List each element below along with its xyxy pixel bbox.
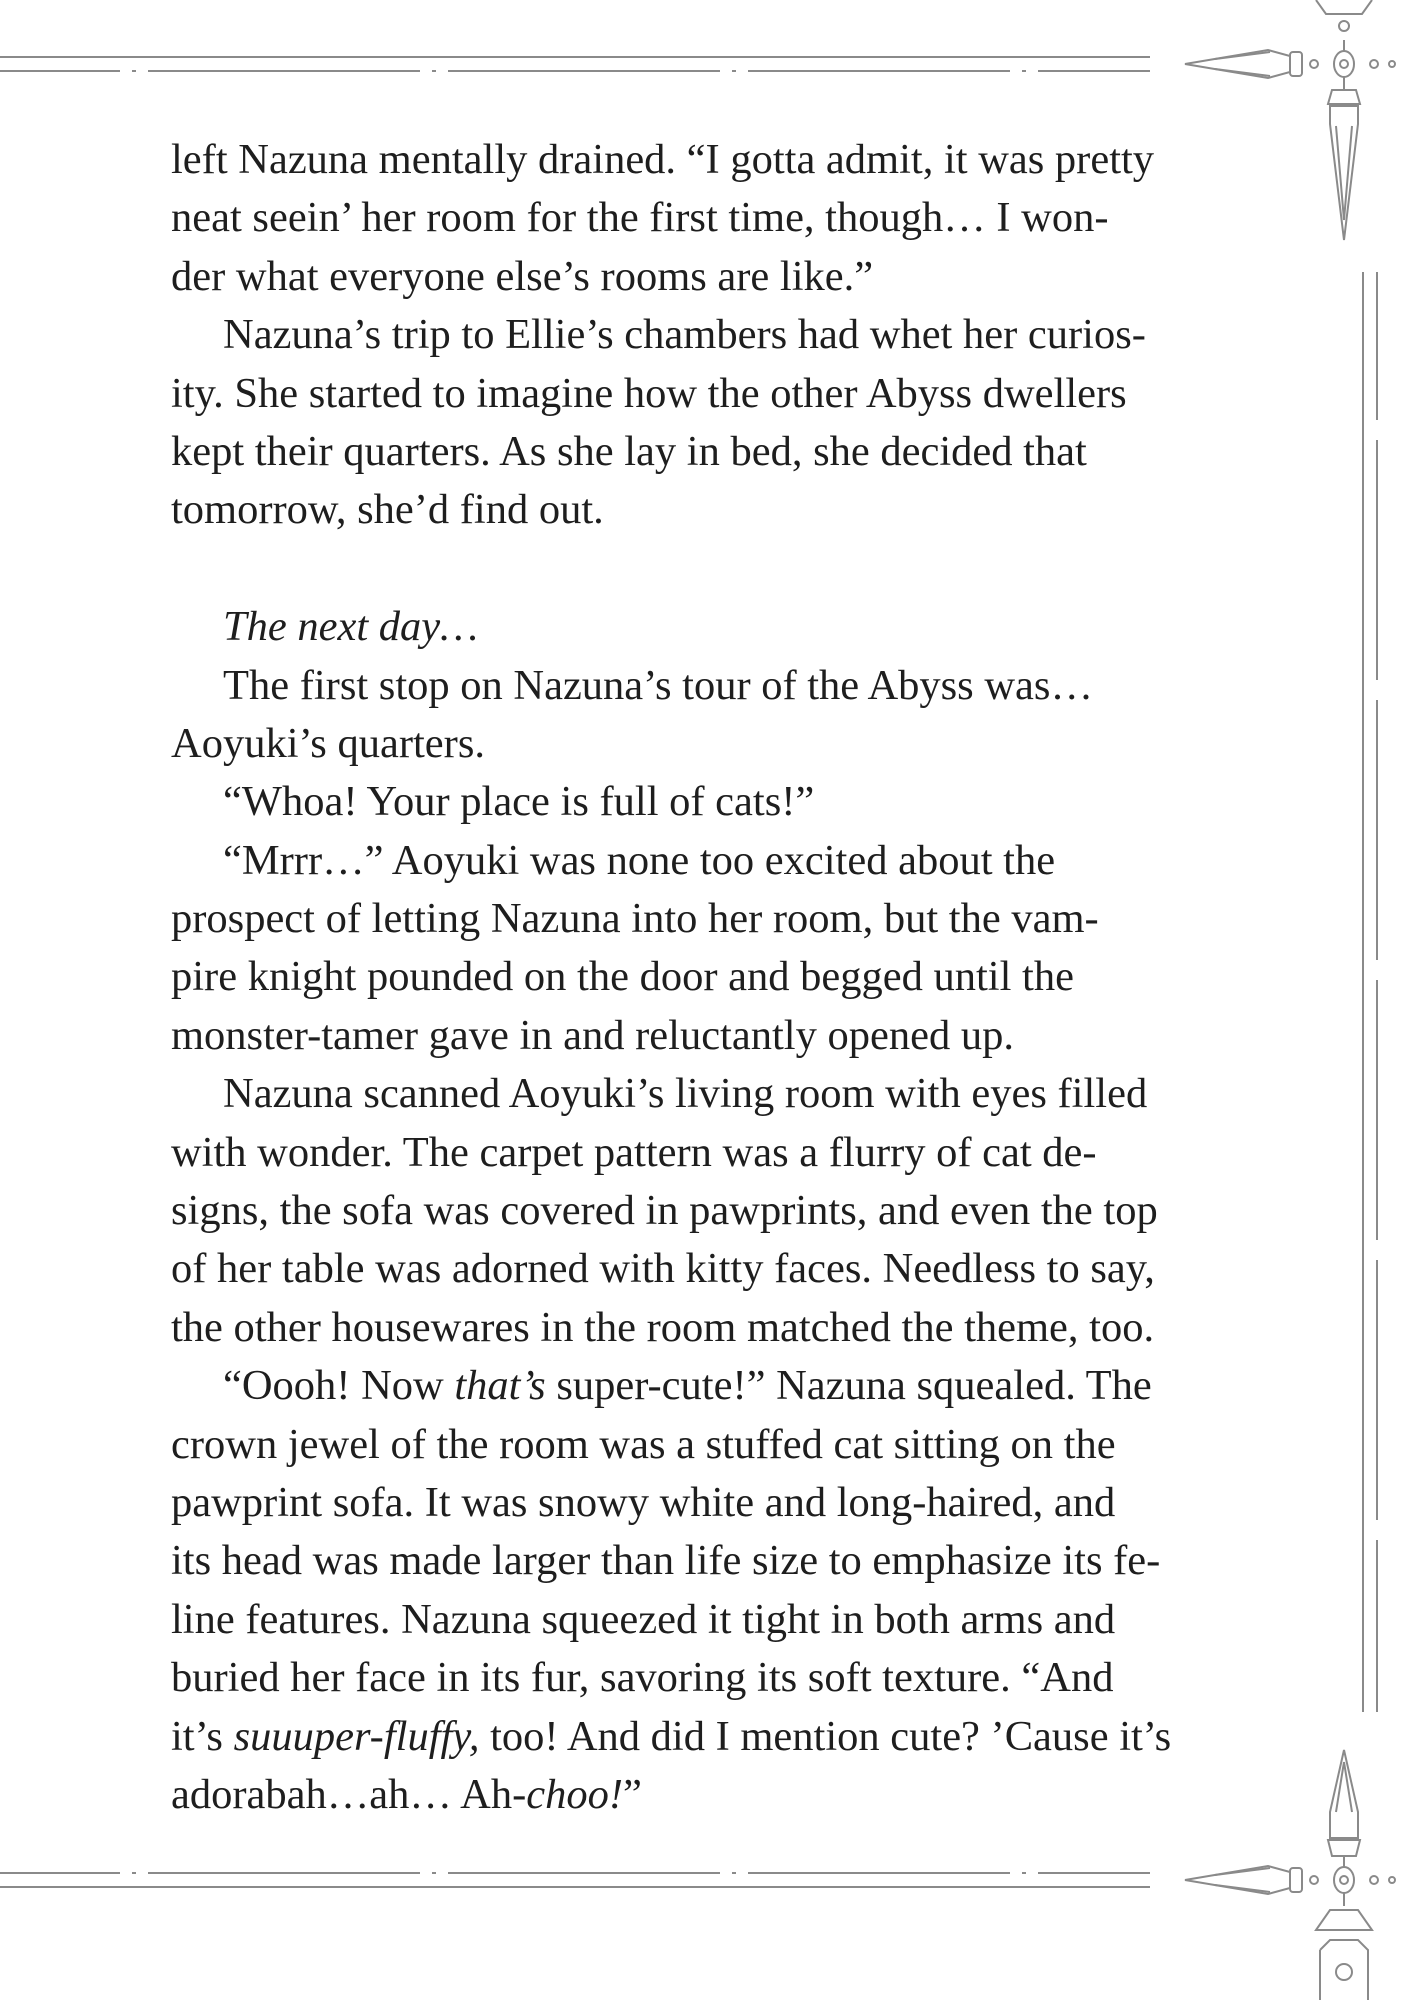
- paragraph: [171, 657, 1253, 774]
- text-line: [171, 598, 1253, 656]
- right-border-rule: [1363, 272, 1377, 1712]
- text-segment: The next day…: [223, 603, 478, 651]
- text-segment: monster-tamer gave in and reluctantly opened up.: [171, 1011, 1014, 1059]
- text-segment: the other housewares in the room matched the theme, too.: [171, 1303, 1155, 1351]
- text-segment: neat seein’ her room for the first time, though… I won-: [171, 194, 1109, 242]
- paragraph: [171, 773, 1253, 831]
- text-line: [171, 1416, 1253, 1474]
- scene-break: [171, 540, 1253, 598]
- text-line: [171, 1474, 1253, 1532]
- text-segment: kept their quarters. As she lay in bed, she decided that: [171, 427, 1087, 475]
- text-line: [171, 715, 1253, 773]
- paragraph: [171, 131, 1253, 306]
- text-line: [171, 1532, 1253, 1590]
- text-segment: it’s: [171, 1712, 234, 1760]
- text-line: [171, 1240, 1253, 1298]
- top-border-rule: [0, 57, 1150, 71]
- text-line: [171, 1007, 1253, 1065]
- text-line: [171, 248, 1253, 306]
- text-line: [171, 365, 1253, 423]
- text-segment: The first stop on Nazuna’s tour of the Abyss was…: [223, 661, 1093, 709]
- text-segment: choo!: [526, 1770, 624, 1818]
- paragraph: [171, 598, 1253, 656]
- text-line: [171, 189, 1253, 247]
- text-line: [171, 1591, 1253, 1649]
- text-line: [171, 1124, 1253, 1182]
- text-line: [171, 1766, 1253, 1824]
- text-segment: Aoyuki’s quarters.: [171, 719, 485, 767]
- text-segment: too! And did I mention cute? ’Cause it’s: [479, 1712, 1172, 1760]
- text-segment: adorabah…ah… Ah-: [171, 1770, 527, 1818]
- text-segment: left Nazuna mentally drained. “I gotta admit, it was pretty: [171, 136, 1155, 183]
- text-segment: pawprint sofa. It was snowy white and long-haired, and: [171, 1478, 1116, 1526]
- text-segment: ”: [623, 1770, 642, 1818]
- text-segment: tomorrow, she’d find out.: [171, 486, 604, 534]
- text-segment: super-cute!” Nazuna squealed. The: [545, 1362, 1152, 1410]
- text-line: [171, 832, 1253, 890]
- text-segment: “Oooh! Now: [223, 1362, 455, 1410]
- text-line: [171, 948, 1253, 1006]
- paragraph: [171, 1357, 1253, 1824]
- text-segment: “Whoa! Your place is full of cats!”: [223, 778, 815, 826]
- text-segment: signs, the sofa was covered in pawprints, and even the top: [171, 1187, 1158, 1235]
- text-segment: suuuper-fluffy,: [233, 1712, 480, 1760]
- text-segment: “Mrrr…” Aoyuki was none too excited about the: [223, 836, 1056, 884]
- body-text: [171, 131, 1253, 1824]
- text-line: [171, 1708, 1253, 1766]
- text-segment: crown jewel of the room was a stuffed cat sitting on the: [171, 1420, 1116, 1468]
- text-line: [171, 773, 1253, 831]
- bottom-border-rule: [0, 1873, 1150, 1887]
- text-segment: Nazuna’s trip to Ellie’s chambers had whet her curios-: [223, 311, 1146, 359]
- text-line: [171, 657, 1253, 715]
- paragraph: [171, 306, 1253, 540]
- text-line: [171, 1649, 1253, 1707]
- text-segment: Nazuna scanned Aoyuki’s living room with eyes filled: [223, 1070, 1148, 1118]
- text-line: [171, 1299, 1253, 1357]
- text-segment: buried her face in its fur, savoring its soft texture. “And: [171, 1654, 1114, 1702]
- text-line: [171, 423, 1253, 481]
- text-segment: prospect of letting Nazuna into her room, but the vam-: [171, 895, 1099, 943]
- text-segment: with wonder. The carpet pattern was a flurry of cat de-: [171, 1128, 1097, 1176]
- text-line: [171, 890, 1253, 948]
- text-segment: of her table was adorned with kitty faces. Needless to say,: [171, 1245, 1155, 1293]
- paragraph: [171, 832, 1253, 1066]
- paragraph: [171, 1065, 1253, 1357]
- text-segment: that’s: [454, 1362, 546, 1410]
- text-line: [171, 481, 1253, 539]
- text-line: [171, 306, 1253, 364]
- text-segment: line features. Nazuna squeezed it tight in both arms and: [171, 1595, 1116, 1643]
- text-segment: its head was made larger than life size to emphasize its fe-: [171, 1537, 1161, 1585]
- text-line: [171, 1065, 1253, 1123]
- text-segment: pire knight pounded on the door and begged until the: [171, 953, 1074, 1001]
- text-line: [171, 131, 1253, 189]
- text-segment: ity. She started to imagine how the other Abyss dwellers: [171, 369, 1127, 417]
- text-line: [171, 1357, 1253, 1415]
- text-line: [171, 1182, 1253, 1240]
- text-segment: der what everyone else’s rooms are like.”: [171, 252, 874, 300]
